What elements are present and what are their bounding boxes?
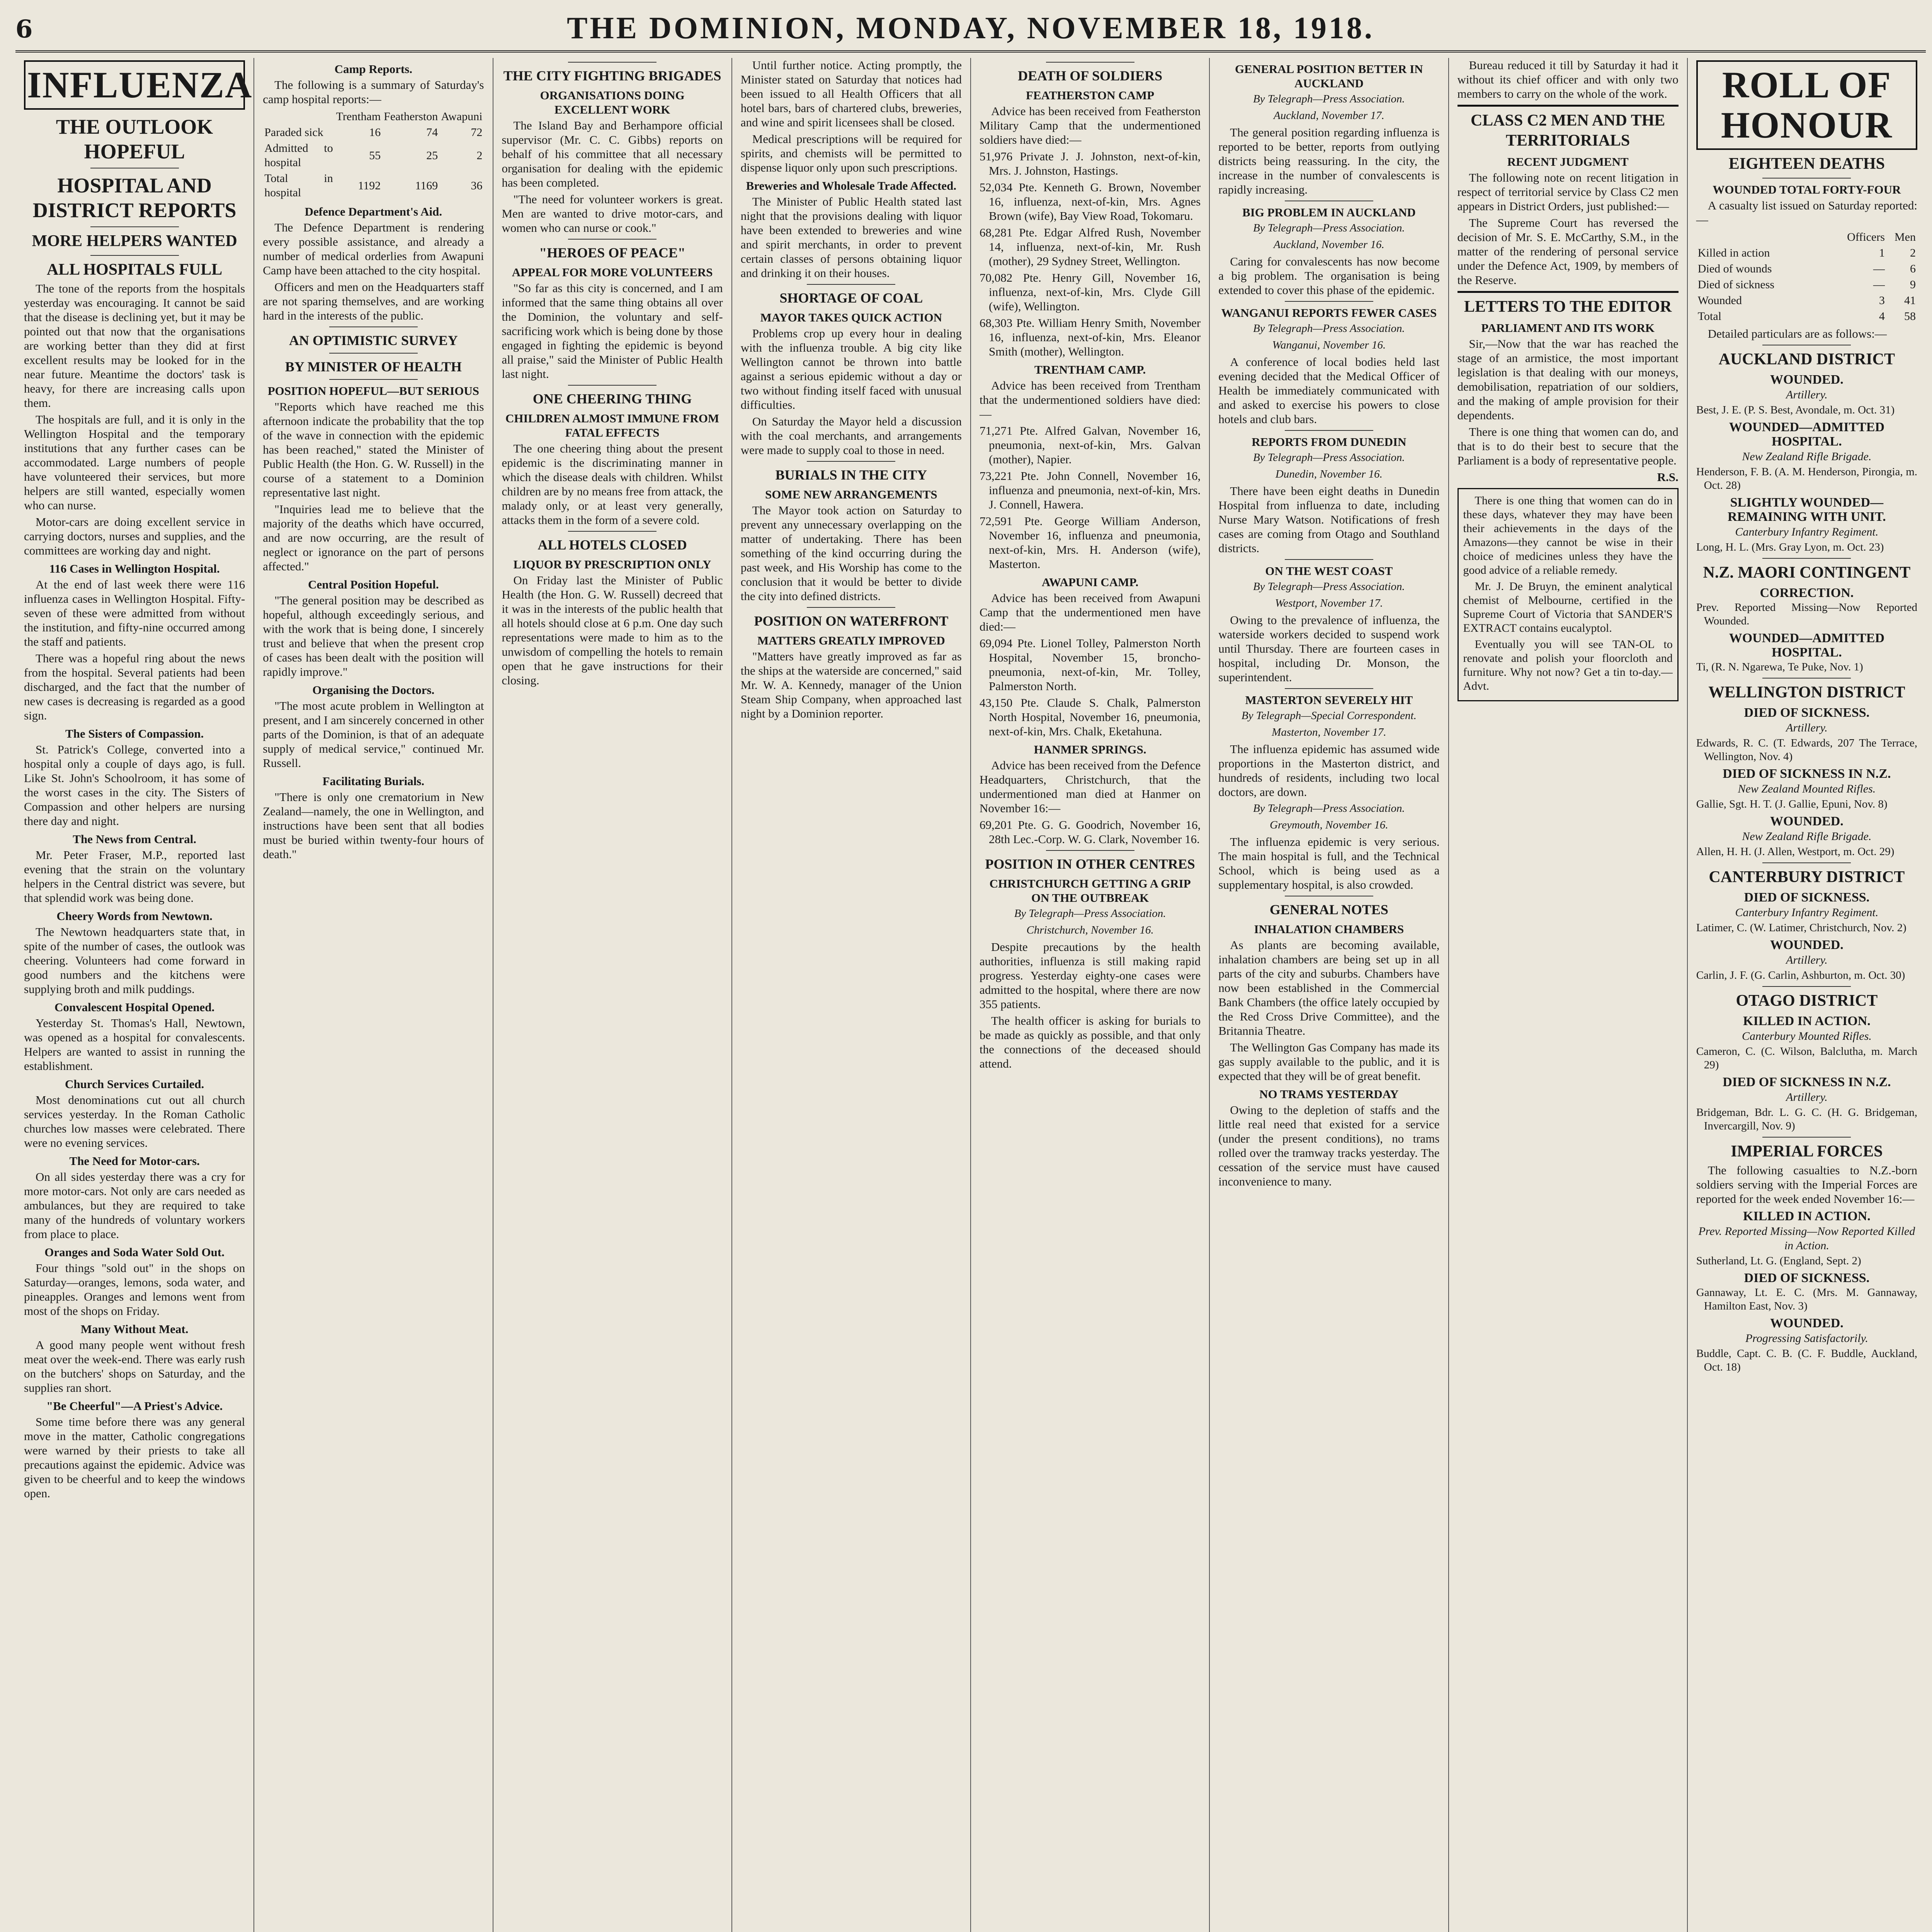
subheading: HANMER SPRINGS. bbox=[1034, 743, 1146, 756]
divider bbox=[807, 607, 895, 608]
casualty-status: WOUNDED—ADMITTED HOSPITAL. bbox=[1729, 420, 1885, 449]
roll-heading-2: WOUNDED TOTAL FORTY-FOUR bbox=[1713, 183, 1901, 196]
casualty-summary-table bbox=[1696, 229, 1917, 324]
deaths-heading-2: FEATHERSTON CAMP bbox=[1026, 88, 1155, 102]
divider bbox=[1046, 62, 1134, 63]
article-paragraph: The Defence Department is rendering every possible assistance, and already a number of medical orderlies from Awapuni Camp have been attached to the city hospital. bbox=[263, 221, 484, 277]
table-cell: 2 bbox=[476, 149, 483, 162]
article-paragraph: The influenza epidemic has assumed wide proportions in the Masterton district, and hundreds of residents, including two local doctors, are down. bbox=[1218, 742, 1440, 799]
divider bbox=[1285, 559, 1373, 560]
table-header-row bbox=[263, 109, 484, 124]
divider bbox=[568, 385, 656, 386]
article-paragraph: "The need for volunteer workers is great. Men are wanted to drive motor-cars, and women who can nurse or cook." bbox=[502, 192, 723, 235]
table-cell: Killed in action bbox=[1697, 247, 1770, 259]
table-cell: Paraded sick bbox=[264, 126, 323, 139]
article-paragraph: Medical prescriptions will be required for spirits, and chemists will be permitted to dispense liquor only upon such prescriptions. bbox=[740, 132, 962, 174]
casualty-unit: Canterbury Infantry Regiment. bbox=[1735, 526, 1879, 538]
casualty-status: WOUNDED. bbox=[1770, 1316, 1844, 1330]
subheading: Many Without Meat. bbox=[80, 1322, 189, 1336]
dateline: Auckland, November 16. bbox=[1274, 238, 1384, 251]
casualty-entry: Buddle, Capt. C. B. (C. F. Buddle, Auckland, Oct. 18) bbox=[1696, 1347, 1917, 1373]
article-paragraph: Despite precautions by the health authorities, influenza is still making rapid progress. Yesterday eighty-one cases were admitted to the hospital, where there are now 355 patients. bbox=[980, 940, 1201, 1011]
divider bbox=[1762, 1137, 1851, 1138]
article-paragraph: The Newtown headquarters state that, in spite of the number of cases, the outlook was cheering. Volunteers had come forward in good numbers and the kitchens were supplying broth and milk puddings. bbox=[24, 925, 245, 996]
dateline: Dunedin, November 16. bbox=[1275, 468, 1383, 480]
class-c-heading-1: CLASS C2 MEN AND THE TERRITORIALS bbox=[1470, 112, 1665, 150]
influenza-headline-2: HOSPITAL AND DISTRICT REPORTS bbox=[32, 174, 236, 222]
influenza-headline-4: ALL HOSPITALS FULL bbox=[46, 261, 223, 279]
class-c-heading-2: RECENT JUDGMENT bbox=[1507, 155, 1629, 168]
article-paragraph: The influenza epidemic is very serious. The main hospital is full, and the Technical School, which is being used as a supplementary hospital, is also crowded. bbox=[1218, 835, 1440, 891]
casualty-status: CORRECTION. bbox=[1760, 586, 1854, 600]
divider bbox=[1762, 558, 1851, 559]
casualty-status: DIED OF SICKNESS. bbox=[1744, 890, 1870, 905]
article-paragraph: Owing to the prevalence of influenza, the waterside workers decided to suspend work until Thursday. There are fourteen cases in hospital, including Dr. Monson, the superintendent. bbox=[1218, 613, 1440, 684]
table-cell: — bbox=[1873, 262, 1885, 275]
column-5 bbox=[971, 58, 1210, 1932]
column-8 bbox=[1688, 58, 1926, 1932]
deaths-list bbox=[980, 636, 1201, 738]
table-cell: Men bbox=[1895, 231, 1916, 243]
heroes-heading-1: "HEROES OF PEACE" bbox=[539, 245, 685, 260]
district-list bbox=[1696, 345, 1917, 1133]
table-cell: 72 bbox=[471, 126, 483, 139]
heroes-heading-2: APPEAL FOR MORE VOLUNTEERS bbox=[512, 265, 713, 279]
burials-heading-2: SOME NEW ARRANGEMENTS bbox=[765, 488, 937, 501]
casualty-unit: Artillery. bbox=[1786, 1091, 1828, 1104]
auckland-heading: GENERAL POSITION BETTER IN AUCKLAND bbox=[1235, 62, 1423, 90]
table-cell: 1 bbox=[1879, 247, 1885, 259]
byline: By Telegraph—Press Association. bbox=[1253, 580, 1405, 593]
dateline: Greymouth, November 16. bbox=[1270, 819, 1388, 831]
article-paragraph: Four things "sold out" in the shops on Saturday—oranges, lemons, soda water, and pineapples. Oranges and lemons went from most of the shops on Friday. bbox=[24, 1261, 245, 1318]
list-item: 68,303 Pte. William Henry Smith, November 16, influenza, next-of-kin, Mrs. Eleanor Smith (mother), Wellington. bbox=[980, 316, 1201, 358]
subheading: The News from Central. bbox=[73, 832, 196, 846]
divider bbox=[329, 379, 418, 380]
brigades-heading-1: THE CITY FIGHTING BRIGADES bbox=[503, 68, 721, 83]
casualty-unit: Artillery. bbox=[1786, 721, 1828, 734]
article-paragraph: Problems crop up every hour in dealing with the influenza trouble. A big city like Wellington cannot be thrown into battle against a serious epidemic without a day or two without finding itself faced with unusual difficulties. bbox=[740, 327, 962, 412]
dateline: Christchurch, November 16. bbox=[1026, 924, 1154, 936]
west-coast-heading: ON THE WEST COAST bbox=[1265, 564, 1393, 578]
dateline: Masterton, November 17. bbox=[1272, 726, 1386, 738]
article-paragraph: Yesterday St. Thomas's Hall, Newtown, was opened as a hospital for convalescents. Helpers are wanted to assist in running the establishment. bbox=[24, 1016, 245, 1073]
casualty-status: DIED OF SICKNESS IN N.Z. bbox=[1723, 1075, 1891, 1089]
article-paragraph: Caring for convalescents has now become a big problem. The organisation is being extended to cover this phase of the epidemic. bbox=[1218, 255, 1440, 297]
article-paragraph: Advice has been received from Awapuni Camp that the undermentioned men have died:— bbox=[980, 591, 1201, 633]
waterfront-heading-2: MATTERS GREATLY IMPROVED bbox=[757, 634, 945, 647]
waterfront-heading-1: POSITION ON WATERFRONT bbox=[754, 613, 949, 629]
casualty-status: WOUNDED. bbox=[1770, 372, 1844, 387]
table-cell bbox=[263, 109, 334, 124]
column-2 bbox=[254, 58, 493, 1932]
casualty-entry: Allen, H. H. (J. Allen, Westport, m. Oct. 29) bbox=[1696, 845, 1895, 858]
divider bbox=[568, 62, 656, 63]
article-paragraph: There is one thing that women can do, and that is to do their best to secure that the Parliament is a body of representative people. bbox=[1457, 425, 1679, 467]
article-paragraph: "There is only one crematorium in New Zealand—namely, the one in Wellington, and instructions have been sent that all bodies must be buried within twenty-four hours of death." bbox=[263, 790, 484, 861]
article-paragraph: "So far as this city is concerned, and I am informed that the same thing obtains all over the Dominion, the voluntary and self-sacrificing work which is being done by those engaged in fighting the epidemic is beyond all praise," said the Minister of Public Health last night. bbox=[502, 281, 723, 381]
article-paragraph: A good many people went without fresh meat over the week-end. There was early rush on the butchers' shops on Saturday, and the supplies ran short. bbox=[24, 1338, 245, 1395]
article-paragraph: The following note on recent litigation in respect of territorial service by Class C2 men appears in District Orders, just published:— bbox=[1457, 171, 1679, 213]
survey-heading-1: AN OPTIMISTIC SURVEY bbox=[289, 333, 458, 348]
divider bbox=[329, 353, 418, 354]
dateline: Auckland, November 17. bbox=[1274, 109, 1384, 122]
list-item: 71,271 Pte. Alfred Galvan, November 16, pneumonia, next-of-kin, Mrs. Galvan (mother), Napier. bbox=[980, 424, 1201, 466]
subheading: Oranges and Soda Water Sold Out. bbox=[44, 1245, 224, 1259]
article-paragraph: "Matters have greatly improved as far as the ships at the waterside are concerned," said Mr. W. A. Kennedy, manager of the Union Steam Ship Company, when approached last night by a Dominion reporter. bbox=[740, 650, 962, 720]
casualty-entry: Bridgeman, Bdr. L. G. C. (H. G. Bridgeman, Invercargill, Nov. 9) bbox=[1696, 1106, 1917, 1132]
table-cell: Died of wounds bbox=[1697, 262, 1772, 275]
cheering-heading-2: CHILDREN ALMOST IMMUNE FROM FATAL EFFECTS bbox=[505, 412, 719, 439]
divider bbox=[90, 255, 179, 256]
byline: By Telegraph—Press Association. bbox=[1253, 93, 1405, 105]
district-heading: AUCKLAND DISTRICT bbox=[1718, 350, 1895, 368]
divider bbox=[1285, 688, 1373, 689]
casualty-unit: Artillery. bbox=[1786, 954, 1828, 966]
table-cell: 74 bbox=[426, 126, 438, 139]
article-paragraph: The Wellington Gas Company has made its gas supply available to the public, and it is expected that they will be of great benefit. bbox=[1218, 1041, 1440, 1083]
divider bbox=[1762, 178, 1851, 179]
divider bbox=[1285, 301, 1373, 302]
casualty-unit: New Zealand Rifle Brigade. bbox=[1742, 830, 1872, 843]
casualty-entry: Best, J. E. (P. S. Best, Avondale, m. Oct. 31) bbox=[1696, 404, 1895, 416]
casualty-entry: Cameron, C. (C. Wilson, Balclutha, m. March 29) bbox=[1696, 1045, 1917, 1071]
subheading: The Need for Motor-cars. bbox=[69, 1154, 200, 1168]
table-cell bbox=[1696, 229, 1845, 245]
list-item: 51,976 Private J. J. Johnston, next-of-kin, Mrs. J. Johnston, Hastings. bbox=[980, 150, 1201, 177]
roll-of-honour-banner: ROLL OF HONOUR bbox=[1696, 60, 1917, 150]
casualty-unit: New Zealand Rifle Brigade. bbox=[1742, 450, 1872, 463]
divider bbox=[807, 461, 895, 462]
subheading: Organising the Doctors. bbox=[312, 683, 435, 697]
divider bbox=[807, 284, 895, 285]
table-cell: 1192 bbox=[358, 179, 381, 192]
cheering-heading-1: ONE CHEERING THING bbox=[532, 391, 692, 406]
subheading: Convalescent Hospital Opened. bbox=[54, 1000, 215, 1014]
article-paragraph: Officers and men on the Headquarters staff are not sparing themselves, and are working hard in the interests of the public. bbox=[263, 280, 484, 322]
table-cell: Total bbox=[1697, 310, 1721, 323]
table-row bbox=[1696, 245, 1917, 261]
newspaper-title: THE DOMINION, MONDAY, NOVEMBER 18, 1918. bbox=[567, 11, 1374, 45]
camp-reports-heading: Camp Reports. bbox=[334, 62, 413, 76]
byline: By Telegraph—Press Association. bbox=[1014, 907, 1166, 920]
casualty-status: SLIGHTLY WOUNDED—REMAINING WITH UNIT. bbox=[1728, 495, 1886, 524]
casualty-entry: Henderson, F. B. (A. M. Henderson, Pirongia, m. Oct. 28) bbox=[1696, 466, 1917, 492]
list-item: 73,221 Pte. John Connell, November 16, influenza and pneumonia, next-of-kin, Mrs. J. Connell, Hawera. bbox=[980, 469, 1201, 511]
hotels-heading-2: LIQUOR BY PRESCRIPTION ONLY bbox=[513, 558, 711, 571]
article-paragraph: At the end of last week there were 116 influenza cases in Wellington Hospital. Fifty-seven of these were admitted from without the institution, and fifty-nine occurred among the staff and patients. bbox=[24, 578, 245, 648]
district-heading: CANTERBURY DISTRICT bbox=[1709, 868, 1905, 886]
byline: By Telegraph—Press Association. bbox=[1253, 451, 1405, 464]
table-cell: Awapuni bbox=[441, 110, 483, 123]
subheading: Facilitating Burials. bbox=[322, 774, 425, 788]
dunedin-heading: REPORTS FROM DUNEDIN bbox=[1252, 435, 1406, 449]
casualty-unit: Canterbury Infantry Regiment. bbox=[1735, 906, 1879, 919]
district-heading: N.Z. MAORI CONTINGENT bbox=[1703, 564, 1911, 582]
list-item: 69,201 Pte. G. G. Goodrich, November 16, 28th Lec.-Corp. W. G. Clark, November 16. bbox=[980, 818, 1201, 846]
table-cell: 6 bbox=[1910, 262, 1916, 275]
divider bbox=[1285, 430, 1373, 431]
camp-reports-table bbox=[263, 109, 484, 201]
deaths-list bbox=[980, 818, 1201, 846]
casualty-status: DIED OF SICKNESS. bbox=[1744, 1271, 1870, 1285]
subheading: Central Position Hopeful. bbox=[308, 578, 439, 591]
table-cell: Wounded bbox=[1697, 294, 1742, 307]
article-paragraph: The Supreme Court has reversed the decision of Mr. S. E. McCarthy, S.M., in the matter of the rendering of personal service under the Defence Act, 1909, by members of the Reserve. bbox=[1457, 216, 1679, 287]
table-cell: Died of sickness bbox=[1697, 278, 1775, 291]
table-cell: 3 bbox=[1879, 294, 1885, 307]
divider bbox=[1458, 105, 1679, 107]
table-cell: 1169 bbox=[415, 179, 438, 192]
columns bbox=[15, 58, 1926, 1932]
table-cell: 55 bbox=[369, 149, 381, 162]
article-paragraph: "The general position may be described as hopeful, although exceedingly serious, and with the work that is being done, I sincerely trust and believe that when the present crop of cases has been dealt with the position will rapidly improve." bbox=[263, 594, 484, 679]
casualty-status: KILLED IN ACTION. bbox=[1743, 1014, 1871, 1028]
divider bbox=[568, 239, 656, 240]
article-paragraph: The Island Bay and Berhampore official supervisor (Mr. C. C. Gibbs) reports on behalf of his committee that all necessary organisation for dealing with the epidemic has been completed. bbox=[502, 119, 723, 189]
table-row bbox=[1696, 261, 1917, 277]
deaths-list bbox=[980, 423, 1201, 571]
divider bbox=[1762, 862, 1851, 863]
byline: By Telegraph—Press Association. bbox=[1253, 222, 1405, 234]
other-centres-heading-1: POSITION IN OTHER CENTRES bbox=[985, 856, 1195, 872]
list-item: 72,591 Pte. George William Anderson, November 16, influenza and pneumonia, next-of-kin, Mrs. H. Anderson (wife), Masterton. bbox=[980, 514, 1201, 571]
deaths-list bbox=[980, 149, 1201, 359]
article-paragraph: Detailed particulars are as follows:— bbox=[1708, 327, 1887, 340]
masthead bbox=[15, 8, 1926, 53]
no-trams-heading: NO TRAMS YESTERDAY bbox=[1259, 1087, 1399, 1101]
byline: By Telegraph—Press Association. bbox=[1253, 322, 1405, 335]
defence-heading: Defence Department's Aid. bbox=[304, 205, 442, 218]
casualty-unit: New Zealand Mounted Rifles. bbox=[1738, 782, 1876, 795]
dateline: Westport, November 17. bbox=[1275, 597, 1383, 609]
article-paragraph: Advice has been received from Trentham that the undermentioned soldiers have died:— bbox=[980, 379, 1201, 421]
burials-heading-1: BURIALS IN THE CITY bbox=[775, 467, 927, 483]
list-item: 69,094 Pte. Lionel Tolley, Palmerston North Hospital, November 15, broncho-pneumonia, next-of-kin, Mr. Tolley, Palmerston North. bbox=[980, 636, 1201, 693]
article-paragraph: The tone of the reports from the hospitals yesterday was encouraging. It cannot be said that the disease is declining yet, but it may be pointed out that now that the organisations are working better than they did at first excellent results may be looked for in the near future. Meantime the doctors' task is heavy, for there are increasing calls upon them. bbox=[24, 282, 245, 410]
article-paragraph: On Friday last the Minister of Public Health (the Hon. G. W. Russell) decreed that it was in the interests of the public health that all hotels should close at 6 p.m. One day such representations were made to him as to the unwisdom of compelling the hotels to remain open that he gave instructions for their closing. bbox=[502, 573, 723, 687]
article-paragraph: "The most acute problem in Wellington at present, and I am sincerely concerned in other parts of the Dominion, is that of an adequate supply of medical service," continued Mr. Russell. bbox=[263, 699, 484, 770]
coal-heading-2: MAYOR TAKES QUICK ACTION bbox=[760, 311, 942, 324]
casualty-entry: Edwards, R. C. (T. Edwards, 207 The Terrace, Wellington, Nov. 4) bbox=[1696, 737, 1917, 763]
table-cell: 9 bbox=[1910, 278, 1916, 291]
table-row bbox=[263, 124, 484, 140]
table-cell: 36 bbox=[471, 179, 483, 192]
ad-paragraph: Mr. J. De Bruyn, the eminent analytical chemist of Melbourne, certified in the Supreme Court of Victoria that SANDER'S EXTRACT contains eucalyptol. bbox=[1463, 580, 1673, 634]
list-item: 43,150 Pte. Claude S. Chalk, Palmerston North Hospital, November 16, pneumonia, next-of-kin, Mrs. Chalk, Eketahuna. bbox=[980, 696, 1201, 738]
casualty-entry: Latimer, C. (W. Latimer, Christchurch, Nov. 2) bbox=[1696, 922, 1906, 934]
article-paragraph: There was a hopeful ring about the news from the hospital. Several patients had been discharged, and the fact that the number of new cases is decreasing is regarded as a good sign. bbox=[24, 651, 245, 722]
article-paragraph: The general position regarding influenza is reported to be better, reports from outlying districts being reassuring. In the city, the increase in the number of convalescents is rapidly increasing. bbox=[1218, 126, 1440, 196]
influenza-headline-1: THE OUTLOOK HOPEFUL bbox=[56, 115, 213, 163]
subheading: "Be Cheerful"—A Priest's Advice. bbox=[46, 1399, 223, 1413]
casualty-entry: Sutherland, Lt. G. (England, Sept. 2) bbox=[1696, 1255, 1861, 1267]
article-paragraph: "Reports which have reached me this afternoon indicate the probability that the top of the wave in connection with the epidemic has been reached," stated the Minister of Public Health (the Hon. G. W. Russell) in the course of a statement to a Dominion representative last night. bbox=[263, 400, 484, 499]
article-paragraph: As plants are becoming available, inhalation chambers are being set up in all parts of the city and suburbs. Chambers have now been established in the Commercial Bank Chambers (the office lately occupied by the Red Cross Drive Committee), and the Britannia Theatre. bbox=[1218, 938, 1440, 1037]
influenza-headline-3: MORE HELPERS WANTED bbox=[32, 232, 237, 250]
table-header-row bbox=[1696, 229, 1917, 245]
survey-heading-3: POSITION HOPEFUL—BUT SERIOUS bbox=[267, 384, 479, 398]
casualty-entry: Carlin, J. F. (G. Carlin, Ashburton, m. Oct. 30) bbox=[1696, 969, 1905, 981]
casualty-unit: Prev. Reported Missing—Now Reported Killed in Action. bbox=[1698, 1225, 1915, 1252]
divider bbox=[1762, 986, 1851, 987]
table-cell: Officers bbox=[1847, 231, 1885, 243]
coal-heading-1: SHORTAGE OF COAL bbox=[779, 290, 923, 306]
table-cell: 2 bbox=[1910, 247, 1916, 259]
article-paragraph: A conference of local bodies held last evening decided that the Medical Officer of Health be immediately communicated with and asked to exercise his powers to close hotels and club bars. bbox=[1218, 355, 1440, 426]
column-3 bbox=[493, 58, 732, 1932]
table-row bbox=[1696, 308, 1917, 324]
article-paragraph: Advice has been received from the Defence Headquarters, Christchurch, that the undermentioned man died at Hanmer on November 16:— bbox=[980, 759, 1201, 815]
influenza-banner: INFLUENZA bbox=[24, 60, 245, 110]
letter-signature: R.S. bbox=[1657, 470, 1679, 484]
divider bbox=[1762, 678, 1851, 679]
subheading: Church Services Curtailed. bbox=[65, 1077, 204, 1091]
ad-paragraph: Eventually you will see TAN-OL to renovate and polish your floorcloth and furniture. Why not now? Get a tin to-day.—Advt. bbox=[1463, 638, 1673, 692]
table-row bbox=[1696, 277, 1917, 293]
casualty-entry: Gallie, Sgt. H. T. (J. Gallie, Epuni, Nov. 8) bbox=[1696, 798, 1888, 810]
article-paragraph: On Saturday the Mayor held a discussion with the coal merchants, and arrangements were made to supply coal to those in need. bbox=[740, 415, 962, 457]
dateline: Wanganui, November 16. bbox=[1272, 339, 1386, 351]
casualty-unit: Artillery. bbox=[1786, 388, 1828, 401]
article-paragraph: The health officer is asking for burials to be made as quickly as possible, and that only the connections of the deceased should attend. bbox=[980, 1014, 1201, 1070]
table-row bbox=[263, 170, 484, 201]
advertisement bbox=[1458, 488, 1679, 701]
subheading: Breweries and Wholesale Trade Affected. bbox=[746, 179, 957, 192]
casualty-entry: Gannaway, Lt. E. C. (Mrs. M. Gannaway, Hamilton East, Nov. 3) bbox=[1696, 1286, 1917, 1312]
deaths-heading-1: DEATH OF SOLDIERS bbox=[1018, 68, 1163, 83]
hotels-heading-1: ALL HOTELS CLOSED bbox=[537, 537, 687, 553]
article-paragraph: "Inquiries lead me to believe that the majority of the deaths which have occurred, and are now occurring, are the result of neglect or ignorance on the part of persons affected." bbox=[263, 502, 484, 573]
table-cell: 58 bbox=[1904, 310, 1916, 323]
roll-heading-1: EIGHTEEN DEATHS bbox=[1728, 155, 1885, 173]
divider bbox=[568, 531, 656, 532]
article-paragraph: The one cheering thing about the present epidemic is the discriminating manner in which the disease deals with children. Whilst children are by no means free from attack, the malady only, or at least very generally, attacks them in the form of a severe cold. bbox=[502, 442, 723, 527]
article-paragraph: Until further notice. Acting promptly, the Minister stated on Saturday that notices had been issued to all Health Officers that all hotel bars, bars of chartered clubs, breweries, and wine and spirit licensees shall be closed. bbox=[740, 58, 962, 129]
casualty-status: WOUNDED. bbox=[1770, 814, 1844, 828]
casualty-status: WOUNDED. bbox=[1770, 938, 1844, 952]
letters-heading-1: LETTERS TO THE EDITOR bbox=[1464, 298, 1672, 316]
table-cell: 4 bbox=[1879, 310, 1885, 323]
column-4 bbox=[732, 58, 971, 1932]
wanganui-heading: WANGANUI REPORTS FEWER CASES bbox=[1221, 306, 1437, 320]
big-problem-heading: BIG PROBLEM IN AUCKLAND bbox=[1242, 206, 1416, 219]
casualty-entry: Prev. Reported Missing—Now Reported Wounded. bbox=[1696, 601, 1917, 627]
general-notes-heading-1: GENERAL NOTES bbox=[1269, 902, 1388, 917]
casualty-status: WOUNDED—ADMITTED HOSPITAL. bbox=[1729, 631, 1885, 660]
list-item: 52,034 Pte. Kenneth G. Brown, November 16, influenza, next-of-kin, Mrs. Agnes Brown (wife), Bay View Road, Tokomaru. bbox=[980, 180, 1201, 223]
subheading: TRENTHAM CAMP. bbox=[1034, 363, 1146, 376]
table-cell: Featherston bbox=[384, 110, 438, 123]
imperial-group-list bbox=[1696, 1209, 1917, 1374]
article-paragraph: Most denominations cut out all church services yesterday. In the Roman Catholic churches low masses were celebrated. There were no evening services. bbox=[24, 1093, 245, 1150]
subheading: AWAPUNI CAMP. bbox=[1041, 575, 1139, 589]
article-paragraph: Advice has been received from Featherston Military Camp that the undermentioned soldiers have died:— bbox=[980, 104, 1201, 146]
imperial-heading: IMPERIAL FORCES bbox=[1731, 1143, 1883, 1160]
table-cell: Admitted to hospital bbox=[264, 142, 333, 169]
table-cell: 25 bbox=[426, 149, 438, 162]
article-paragraph: St. Patrick's College, converted into a hospital only a couple of days ago, is full. Like St. John's Schoolroom, it has some of the worst cases in the city. The Sisters of Compassion and other helpers are nursing there day and night. bbox=[24, 743, 245, 828]
article-paragraph: Mr. Peter Fraser, M.P., reported last evening that the strain on the voluntary helpers in the Central district was severe, but that splendid work was being done. bbox=[24, 848, 245, 905]
table-cell: Total in hospital bbox=[264, 172, 333, 199]
district-heading: OTAGO DISTRICT bbox=[1736, 992, 1878, 1010]
table-row bbox=[1696, 293, 1917, 308]
other-centres-heading-2: CHRISTCHURCH GETTING A GRIP ON THE OUTBREAK bbox=[989, 877, 1191, 905]
subheading: 116 Cases in Wellington Hospital. bbox=[49, 562, 220, 575]
column-1 bbox=[15, 58, 254, 1932]
survey-heading-2: BY MINISTER OF HEALTH bbox=[285, 359, 462, 374]
byline: By Telegraph—Special Correspondent. bbox=[1241, 709, 1417, 722]
list-item: 68,281 Pte. Edgar Alfred Rush, November 14, influenza, next-of-kin, Mr. Rush (mother), 29 Sydney Street, Wellington. bbox=[980, 226, 1201, 268]
subheading: Cheery Words from Newtown. bbox=[56, 909, 213, 923]
article-paragraph: The Minister of Public Health stated last night that the provisions dealing with liquor have been extended to breweries and wine and spirit merchants, in order to prevent certain classes of persons obtaining liquor and drinking it on their houses. bbox=[740, 195, 962, 280]
divider bbox=[1458, 291, 1679, 293]
district-heading: WELLINGTON DISTRICT bbox=[1708, 684, 1905, 701]
subheading: The Sisters of Compassion. bbox=[65, 727, 204, 740]
column-7 bbox=[1449, 58, 1688, 1932]
table-cell: 16 bbox=[369, 126, 381, 139]
article-paragraph: There have been eight deaths in Dunedin Hospital from influenza to date, including Nurse Mary Watson. Notifications of fresh cases are coming from Otago and Southland districts. bbox=[1218, 484, 1440, 555]
casualty-status: DIED OF SICKNESS. bbox=[1744, 706, 1870, 720]
table-cell: 41 bbox=[1904, 294, 1916, 307]
column-6 bbox=[1210, 58, 1449, 1932]
article-paragraph: Sir,—Now that the war has reached the stage of an armistice, the most important legislation is that dealing with our moneys, demobilisation, repatriation of our soldiers, and the making of ample provision for their dependents. bbox=[1457, 337, 1679, 422]
general-notes-heading-2: INHALATION CHAMBERS bbox=[1254, 922, 1404, 936]
casualty-unit: Canterbury Mounted Rifles. bbox=[1742, 1030, 1872, 1043]
casualty-status: KILLED IN ACTION. bbox=[1743, 1209, 1871, 1223]
ad-paragraph: There is one thing that women can do in these days, whatever they may have been their achievements in the days of the Amazons—they cannot be wise in their choice of medicines unless they have the good advice of a reliable remedy. bbox=[1463, 494, 1673, 577]
article-paragraph: Motor-cars are doing excellent service in carrying doctors, nurses and supplies, and the committees are working day and night. bbox=[24, 515, 245, 557]
table-row bbox=[263, 140, 484, 170]
casualty-unit: Progressing Satisfactorily. bbox=[1745, 1332, 1868, 1345]
casualty-entry: Long, H. L. (Mrs. Gray Lyon, m. Oct. 23) bbox=[1696, 541, 1884, 553]
article-paragraph: The following casualties to N.Z.-born soldiers serving with the Imperial Forces are reported for the week ended November 16:— bbox=[1696, 1163, 1917, 1206]
article-paragraph: Bureau reduced it till by Saturday it had it without its chief officer and with only two members to carry on the whole of the work. bbox=[1457, 58, 1679, 100]
article-paragraph: The hospitals are full, and it is only in the Wellington Hospital and the temporary institutions that any further cases can be accommodated. Large numbers of people have volunteered their services, but more helpers are still wanted, especially women who can nurse. bbox=[24, 413, 245, 512]
article-paragraph: The following is a summary of Saturday's camp hospital reports:— bbox=[263, 78, 484, 106]
brigades-heading-2: ORGANISATIONS DOING EXCELLENT WORK bbox=[540, 88, 685, 116]
casualty-entry: Ti, (R. N. Ngarewa, Te Puke, Nov. 1) bbox=[1696, 661, 1863, 673]
article-paragraph: On all sides yesterday there was a cry for more motor-cars. Not only are cars needed as ambulances, but they are required to take many of the hundreds of voluntary workers from place to place. bbox=[24, 1170, 245, 1241]
casualty-status: DIED OF SICKNESS IN N.Z. bbox=[1723, 767, 1891, 781]
masterton-heading: MASTERTON SEVERELY HIT bbox=[1245, 693, 1413, 707]
article-paragraph: A casualty list issued on Saturday reported:— bbox=[1696, 199, 1917, 226]
letters-heading-2: PARLIAMENT AND ITS WORK bbox=[1481, 321, 1655, 335]
byline: By Telegraph—Press Association. bbox=[1253, 802, 1405, 815]
page-number: 6 bbox=[15, 15, 33, 44]
table-cell: — bbox=[1873, 278, 1885, 291]
article-paragraph: Some time before there was any general move in the matter, Catholic congregations were warned by their priests to take all precautions against the epidemic. Advice was given to be cheerful and to keep the windows open. bbox=[24, 1415, 245, 1500]
divider bbox=[90, 226, 179, 227]
divider bbox=[1046, 850, 1134, 851]
article-paragraph: Owing to the depletion of staffs and the little real need that existed for a service (under the present conditions), no trams rolled over the tramway tracks yesterday. The cessation of the service must have caused inconvenience to many. bbox=[1218, 1103, 1440, 1188]
list-item: 70,082 Pte. Henry Gill, November 16, influenza, next-of-kin, Mrs. Clyde Gill (wife), Wellington. bbox=[980, 271, 1201, 313]
table-cell: Trentham bbox=[336, 110, 381, 123]
article-paragraph: The Mayor took action on Saturday to prevent any unnecessary overlapping on the matter of undertaking. There has been something of the kind occurring during the past week, and His Worship has come to the conclusion that it would be better to divide the city into defined districts. bbox=[740, 503, 962, 603]
